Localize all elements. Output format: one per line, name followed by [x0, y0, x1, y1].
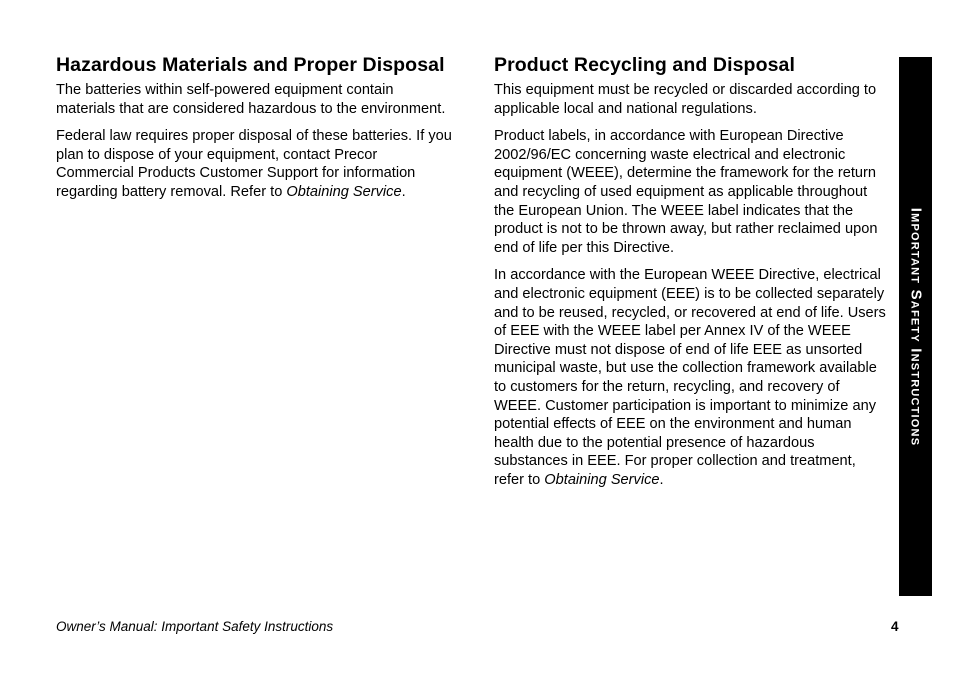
hazardous-materials-paragraph-2 — [56, 127, 452, 201]
paragraph-end: . — [401, 183, 406, 200]
footer-document-title: Owner’s Manual: Important Safety Instructions — [56, 619, 334, 634]
left-column — [56, 54, 452, 211]
section-side-tab — [899, 57, 932, 596]
obtaining-service-reference: Obtaining Service — [286, 183, 402, 200]
obtaining-service-reference: Obtaining Service — [544, 471, 660, 488]
paragraph-text: Federal law requires proper disposal of these batteries. If you plan to dispose of your equipment, contact Precor Commercial Products Customer Support for information regarding battery removal. Refer to — [56, 128, 452, 200]
product-recycling-paragraph-1: This equipment must be recycled or discarded according to applicable local and national regulations. — [494, 82, 877, 117]
product-recycling-heading: Product Recycling and Disposal — [494, 54, 795, 76]
product-recycling-paragraph-2: Product labels, in accordance with European Directive 2002/96/EC concerning waste electrical and electronic equipment (WEEE), determine the framework for the return and recycling of used equipment as applicable throughout the European Union. The WEEE label indicates that the product is not to be thrown away, but rather reclaimed upon end of life per this Directive. — [494, 128, 878, 256]
paragraph-text: In accordance with the European WEEE Directive, electrical and electronic equipment (EEE) is to be collected separately and to be reused, recycled, or recovered at end of life. Users of EEE with the WEEE label per Annex IV of the WEEE Directive must not dispose of end of life EEE as unsorted municipal waste, but use the collection framework available to customers for the return, recycling, and recovery of WEEE. Customer participation is important to minimize any potential effects of EEE on the environment and human health due to the potential presence of hazardous substances in EEE. For proper collection and treatment, refer to — [494, 267, 886, 488]
right-column — [494, 54, 888, 498]
hazardous-materials-paragraph-1: The batteries within self-powered equipment contain materials that are considered hazardous to the environment. — [56, 82, 446, 117]
product-recycling-paragraph-3 — [494, 266, 888, 489]
hazardous-materials-heading: Hazardous Materials and Proper Disposal — [56, 54, 445, 76]
paragraph-end: . — [659, 471, 664, 488]
footer-page-number: 4 — [891, 619, 899, 634]
section-side-tab-label: Important Safety Instructions — [907, 207, 924, 446]
